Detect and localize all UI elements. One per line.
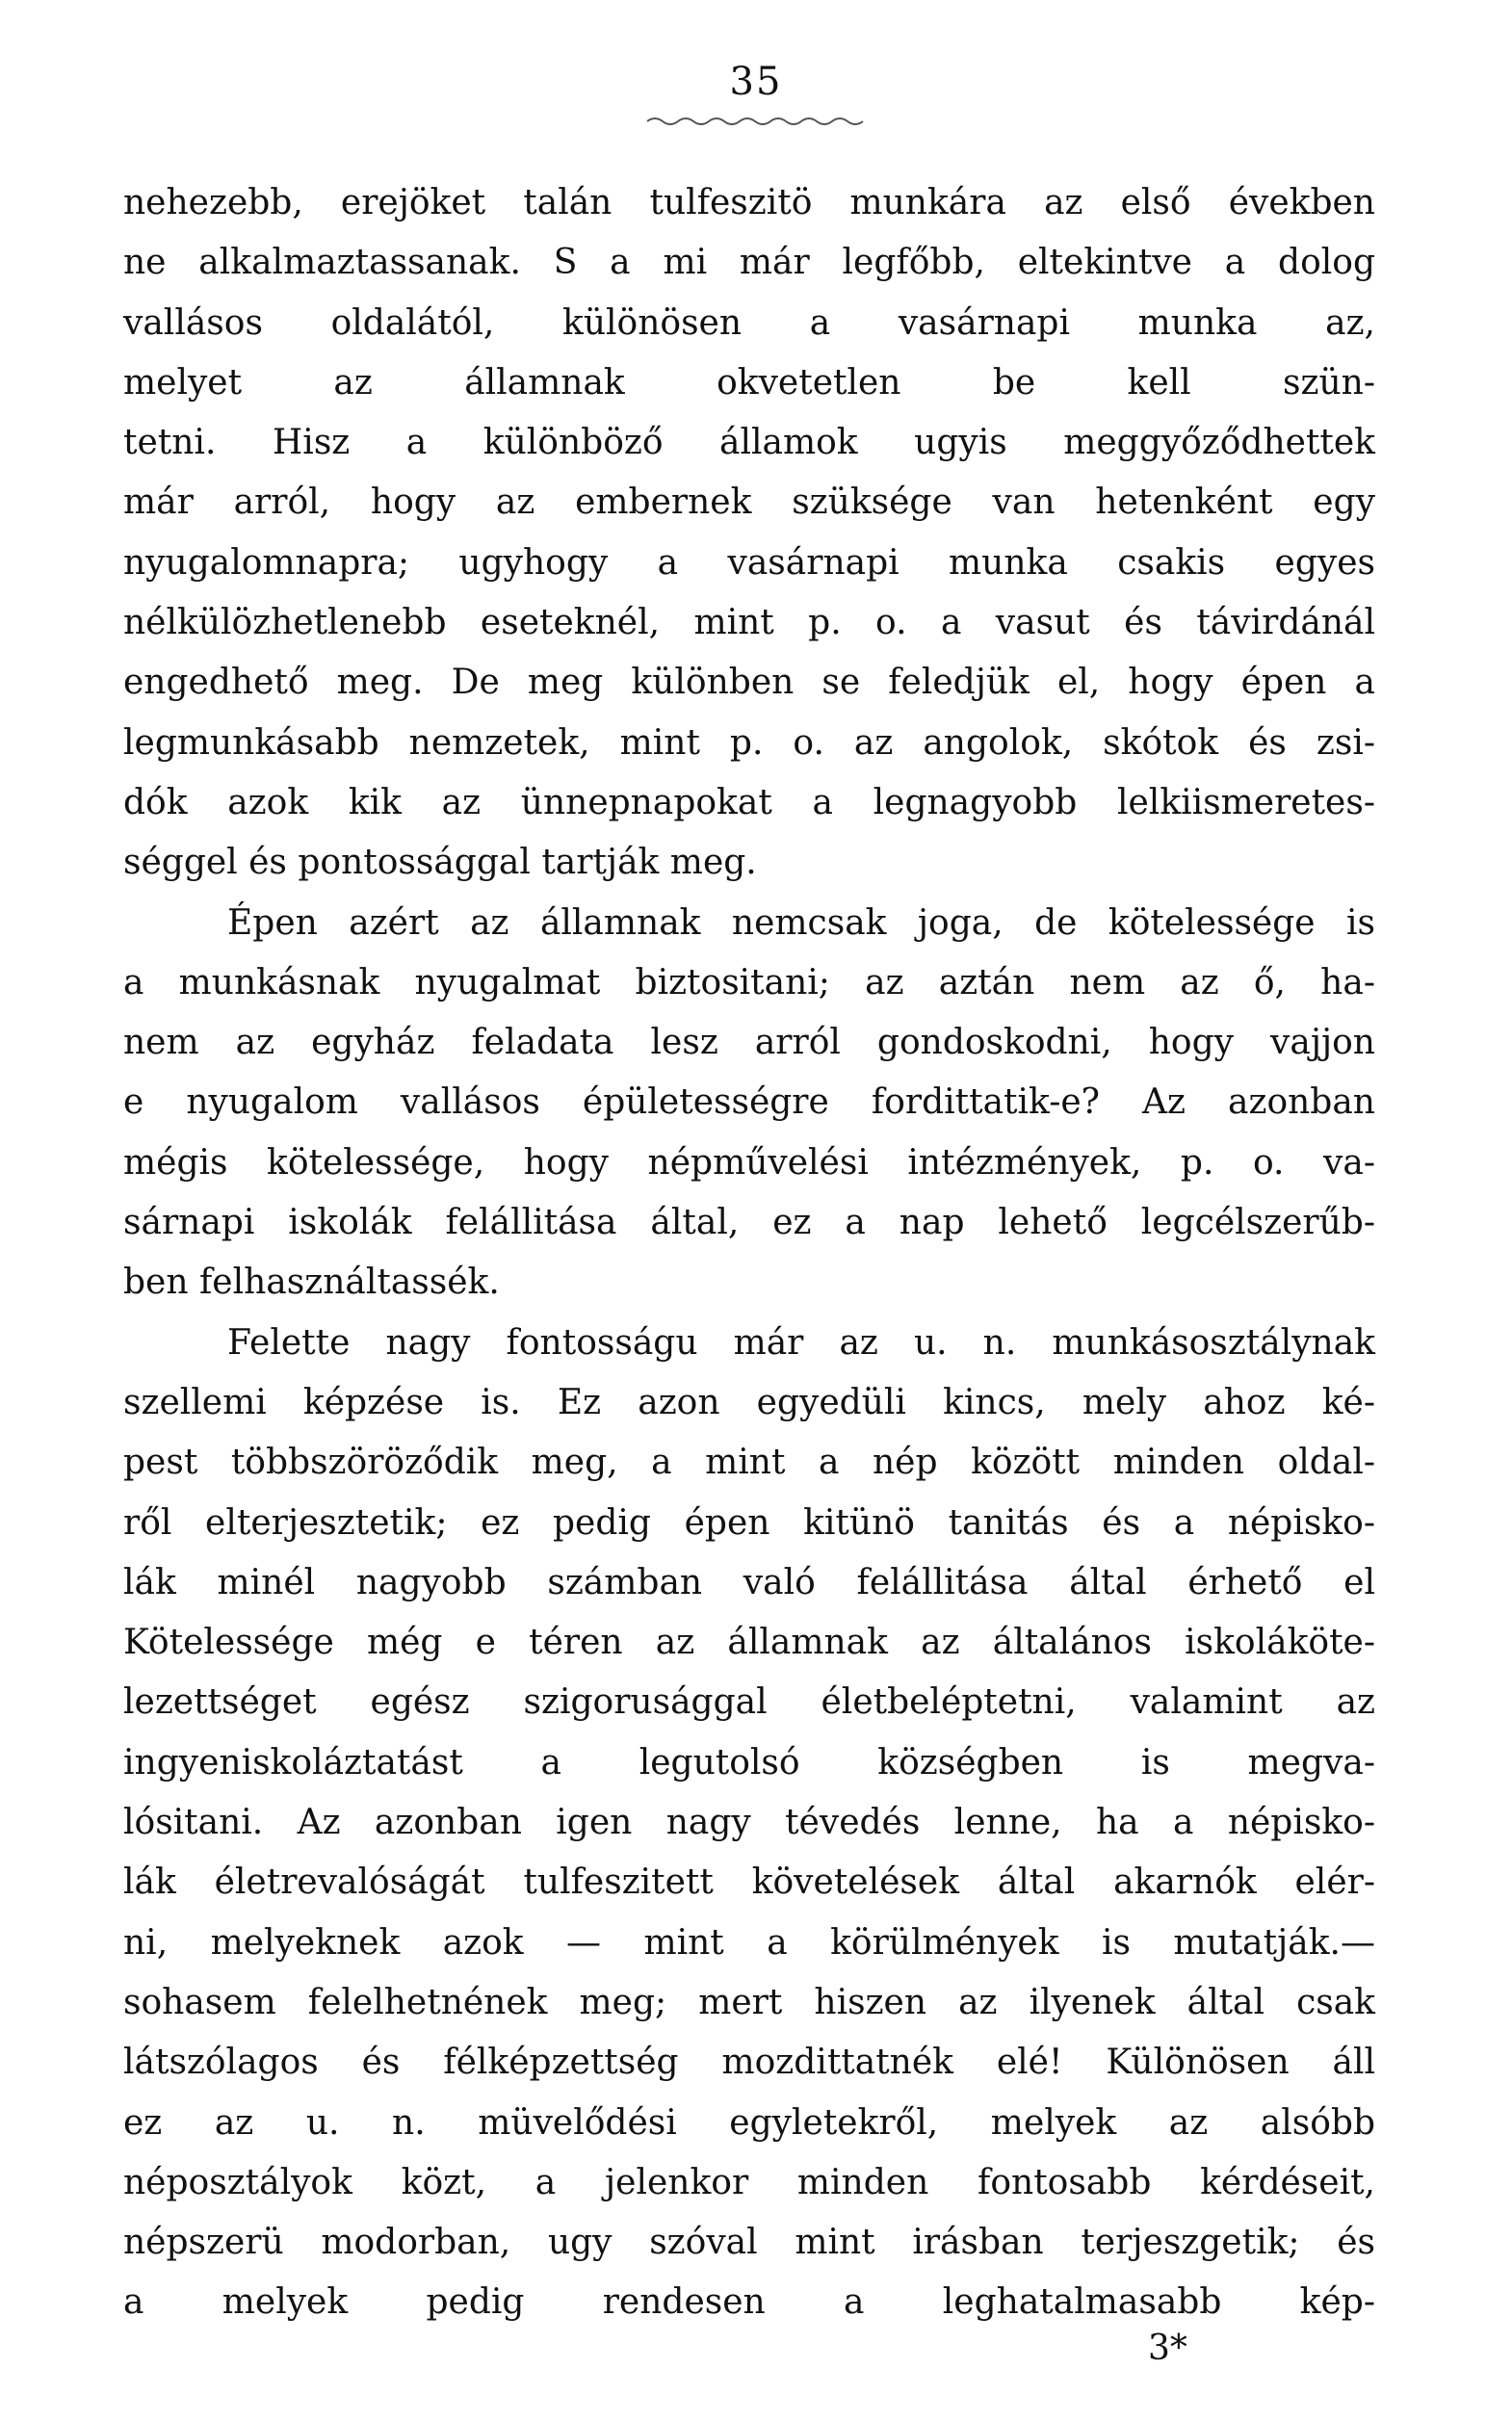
text-line: nehezebb, erejöket talán tulfeszitö munkára az első években bbox=[123, 183, 1375, 222]
text-line: mégis kötelessége, hogy népművelési intézmények, p. o. va- bbox=[123, 1142, 1375, 1183]
text-line: ben felhasználtassék. bbox=[123, 1263, 500, 1303]
body-text bbox=[123, 173, 1375, 2333]
text-line: engedhető meg. De meg különben se feledjük el, hogy épen a bbox=[123, 663, 1375, 703]
text-line: ről elterjesztetik; ez pedig épen kitünö tanitás és a népisko- bbox=[123, 1502, 1375, 1543]
text-line: néposztályok közt, a jelenkor minden fontosabb kérdéseit, bbox=[123, 2162, 1375, 2202]
text-line: e nyugalom vallásos épületességre fordittatik-e? Az azonban bbox=[123, 1082, 1375, 1123]
text-line: tetni. Hisz a különböző államok ugyis meggyőződhettek bbox=[123, 423, 1375, 463]
text-line: ne alkalmaztassanak. S a mi már legfőbb, eltekintve a dolog bbox=[123, 243, 1375, 283]
text-line: Felette nagy fontosságu már az u. n. munkásosztálynak bbox=[227, 1322, 1375, 1363]
text-line: nélkülözhetlenebb eseteknél, mint p. o. a vasut és távirdánál bbox=[123, 603, 1375, 643]
text-line: pest többszöröződik meg, a mint a nép között minden oldal- bbox=[123, 1443, 1375, 1483]
header-ornament bbox=[645, 114, 867, 127]
text-line: lák minél nagyobb számban való felállitása által érhető el bbox=[123, 1562, 1375, 1602]
text-line: ez az u. n. müvelődési egyletekről, melyek az alsóbb bbox=[123, 2102, 1375, 2143]
text-line: Kötelessége még e téren az államnak az általános iskoláköte- bbox=[123, 1623, 1375, 1663]
signature-mark: 3* bbox=[1148, 2329, 1187, 2368]
text-line: melyet az államnak okvetetlen be kell szün- bbox=[123, 362, 1375, 403]
text-line: lák életrevalóságát tulfeszitett követelések által akarnók elér- bbox=[123, 1862, 1375, 1903]
text-line: sárnapi iskolák felállitása által, ez a nap lehető legcélszerűb- bbox=[123, 1203, 1375, 1243]
text-line: népszerü modorban, ugy szóval mint irásban terjeszgetik; és bbox=[123, 2223, 1375, 2263]
text-line: ni, melyeknek azok — mint a körülmények is mutatják.— bbox=[123, 1922, 1375, 1963]
text-line: a melyek pedig rendesen a leghatalmasabb kép- bbox=[123, 2282, 1375, 2323]
text-line: dók azok kik az ünnepnapokat a legnagyobb lelkiismeretes- bbox=[123, 782, 1375, 822]
text-line: már arról, hogy az embernek szüksége van hetenként egy bbox=[123, 482, 1375, 523]
page-number: 35 bbox=[729, 60, 783, 104]
text-line: sohasem felelhetnének meg; mert hiszen az ilyenek által csak bbox=[123, 1982, 1375, 2022]
text-line: nem az egyház feladata lesz arról gondoskodni, hogy vajjon bbox=[123, 1023, 1375, 1063]
text-line: látszólagos és félképzettség mozdittatnék elé! Különösen áll bbox=[123, 2043, 1375, 2083]
text-line: nyugalomnapra; ugyhogy a vasárnapi munka csakis egyes bbox=[123, 542, 1375, 583]
text-line: ingyeniskoláztatást a legutolsó községben is megva- bbox=[123, 1742, 1375, 1783]
text-line: lezettséget egész szigorusággal életbeléptetni, valamint az bbox=[123, 1682, 1375, 1723]
text-line: szellemi képzése is. Ez azon egyedüli kincs, mely ahoz ké- bbox=[123, 1382, 1375, 1422]
text-line: legmunkásabb nemzetek, mint p. o. az angolok, skótok és zsi- bbox=[123, 722, 1375, 763]
text-line: Épen azért az államnak nemcsak joga, de kötelessége is bbox=[227, 902, 1375, 943]
text-line: a munkásnak nyugalmat biztositani; az aztán nem az ő, ha- bbox=[123, 962, 1375, 1002]
text-line: lósitani. Az azonban igen nagy tévedés lenne, ha a népisko- bbox=[123, 1803, 1375, 1843]
text-line: séggel és pontossággal tartják meg. bbox=[123, 843, 757, 883]
text-line: vallásos oldalától, különösen a vasárnapi munka az, bbox=[123, 302, 1375, 343]
